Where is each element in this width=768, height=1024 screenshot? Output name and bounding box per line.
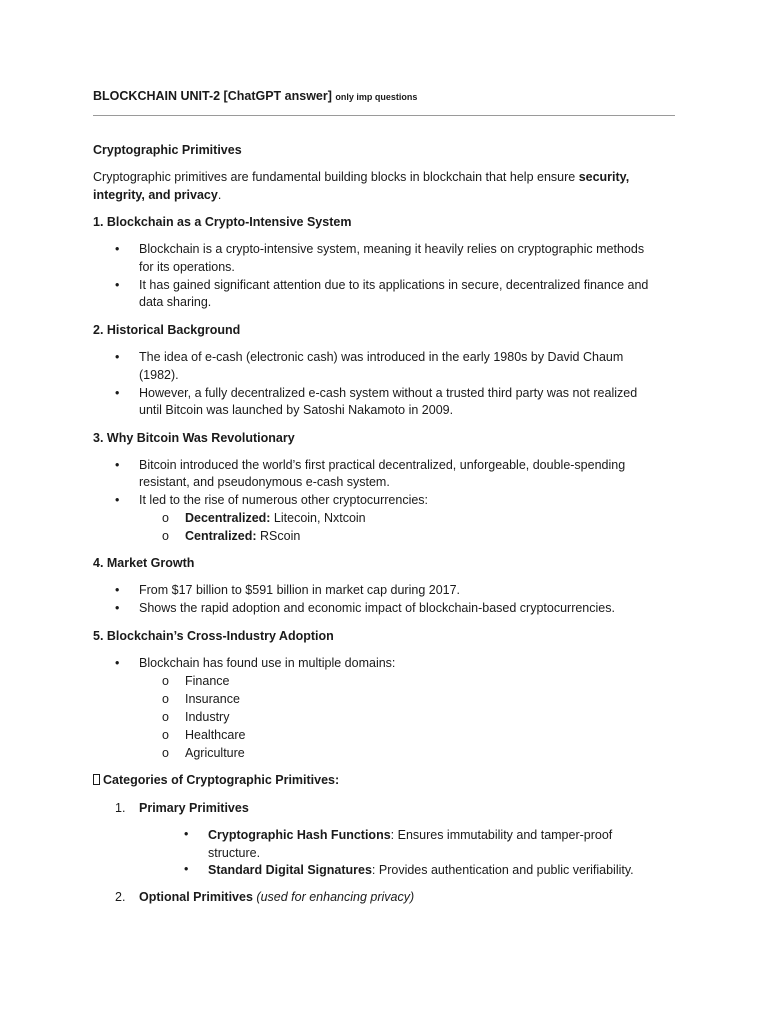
s5-heading: 5. Blockchain’s Cross-Industry Adoption: [93, 629, 334, 643]
bullet-glyph: •: [115, 350, 120, 364]
missing-glyph-icon: [93, 774, 100, 785]
s2-heading: 2. Historical Background: [93, 323, 241, 337]
p1-line2: structure.: [208, 846, 261, 860]
item2-line: [139, 889, 414, 907]
s1-b1-line1: Blockchain is a crypto-intensive system, meaning it heavily relies on cryptographic methods: [139, 242, 645, 256]
title-main: BLOCKCHAIN UNIT-2 [ChatGPT answer]: [93, 89, 332, 103]
item2-title: Optional Primitives: [139, 890, 253, 904]
p1-text: : Ensures immutability and tamper-proof: [390, 828, 613, 842]
domain-item: Finance: [185, 674, 230, 688]
bullet-glyph: •: [184, 862, 189, 876]
s3-b2: It led to the rise of numerous other cryptocurrencies:: [139, 493, 429, 507]
s3-sub2: [185, 528, 300, 545]
circle-bullet-glyph: o: [162, 674, 169, 688]
circle-bullet-glyph: o: [162, 692, 169, 706]
domain-item: Healthcare: [185, 728, 246, 742]
item1-number: 1.: [115, 801, 126, 815]
intro-text: Cryptographic primitives are fundamental building blocks in blockchain that help ensure: [93, 170, 579, 184]
s3-sub1-label: Decentralized:: [185, 511, 271, 525]
circle-bullet-glyph: o: [162, 746, 169, 760]
title-divider: [93, 115, 675, 116]
categories-heading-line: [93, 772, 339, 789]
s2-b2-line1: However, a fully decentralized e-cash system without a trusted third party was not realized: [139, 386, 638, 400]
s2-b2-line2: until Bitcoin was launched by Satoshi Nakamoto in 2009.: [139, 403, 454, 417]
s3-sub2-value: RScoin: [256, 529, 301, 543]
s1-b1-line2: for its operations.: [139, 260, 235, 274]
s2-b1-line2: (1982).: [139, 368, 179, 382]
document-title: [93, 88, 417, 106]
intro-line-1: [93, 169, 629, 186]
circle-bullet-glyph: o: [162, 511, 169, 525]
intro-bold-2: integrity, and privacy: [93, 188, 218, 202]
s3-sub1: [185, 510, 366, 527]
bullet-glyph: •: [115, 583, 120, 597]
bullet-glyph: •: [115, 386, 120, 400]
s3-sub2-label: Centralized:: [185, 529, 257, 543]
p2-line: [208, 861, 634, 879]
s3-b1-line2: resistant, and pseudonymous e-cash system.: [139, 475, 390, 489]
domain-item: Insurance: [185, 692, 240, 706]
p2-text: : Provides authentication and public verifiability.: [371, 863, 634, 877]
bullet-glyph: •: [115, 601, 120, 615]
circle-bullet-glyph: o: [162, 710, 169, 724]
s4-b1: From $17 billion to $591 billion in market cap during 2017.: [139, 583, 461, 597]
circle-bullet-glyph: o: [162, 529, 169, 543]
s2-b1-line1: The idea of e-cash (electronic cash) was introduced in the early 1980s by David Chaum: [139, 350, 624, 364]
circle-bullet-glyph: o: [162, 728, 169, 742]
s4-heading: 4. Market Growth: [93, 556, 195, 570]
s1-heading: 1. Blockchain as a Crypto-Intensive System: [93, 215, 352, 229]
bullet-glyph: •: [115, 656, 120, 670]
bullet-glyph: •: [115, 242, 120, 256]
bullet-glyph: •: [115, 458, 120, 472]
domain-item: Industry: [185, 710, 230, 724]
intro-bold-1: security,: [578, 170, 630, 184]
s1-b2-line1: It has gained significant attention due to its applications in secure, decentralized finance and: [139, 278, 649, 292]
title-suffix: only imp questions: [335, 92, 418, 102]
s4-b2: Shows the rapid adoption and economic impact of blockchain-based cryptocurrencies.: [139, 601, 615, 615]
domain-item: Agriculture: [185, 746, 245, 760]
p1-label: Cryptographic Hash Functions: [208, 828, 391, 842]
s3-b1-line1: Bitcoin introduced the world’s first practical decentralized, unforgeable, double-spending: [139, 458, 626, 472]
bullet-glyph: •: [115, 493, 120, 507]
bullet-glyph: •: [184, 827, 189, 841]
section-title: Cryptographic Primitives: [93, 143, 242, 157]
item2-number: 2.: [115, 890, 126, 904]
item2-note: (used for enhancing privacy): [256, 890, 415, 904]
p2-label: Standard Digital Signatures: [208, 863, 372, 877]
item1-title: Primary Primitives: [139, 801, 249, 815]
s5-b1: Blockchain has found use in multiple domains:: [139, 656, 396, 670]
s3-heading: 3. Why Bitcoin Was Revolutionary: [93, 431, 295, 445]
intro-end: .: [217, 188, 222, 202]
s3-sub1-value: Litecoin, Nxtcoin: [270, 511, 366, 525]
p1-line1: [208, 826, 612, 844]
bullet-glyph: •: [115, 278, 120, 292]
s1-b2-line2: data sharing.: [139, 295, 212, 309]
intro-line-2: [93, 187, 221, 204]
categories-heading: Categories of Cryptographic Primitives:: [103, 773, 340, 787]
